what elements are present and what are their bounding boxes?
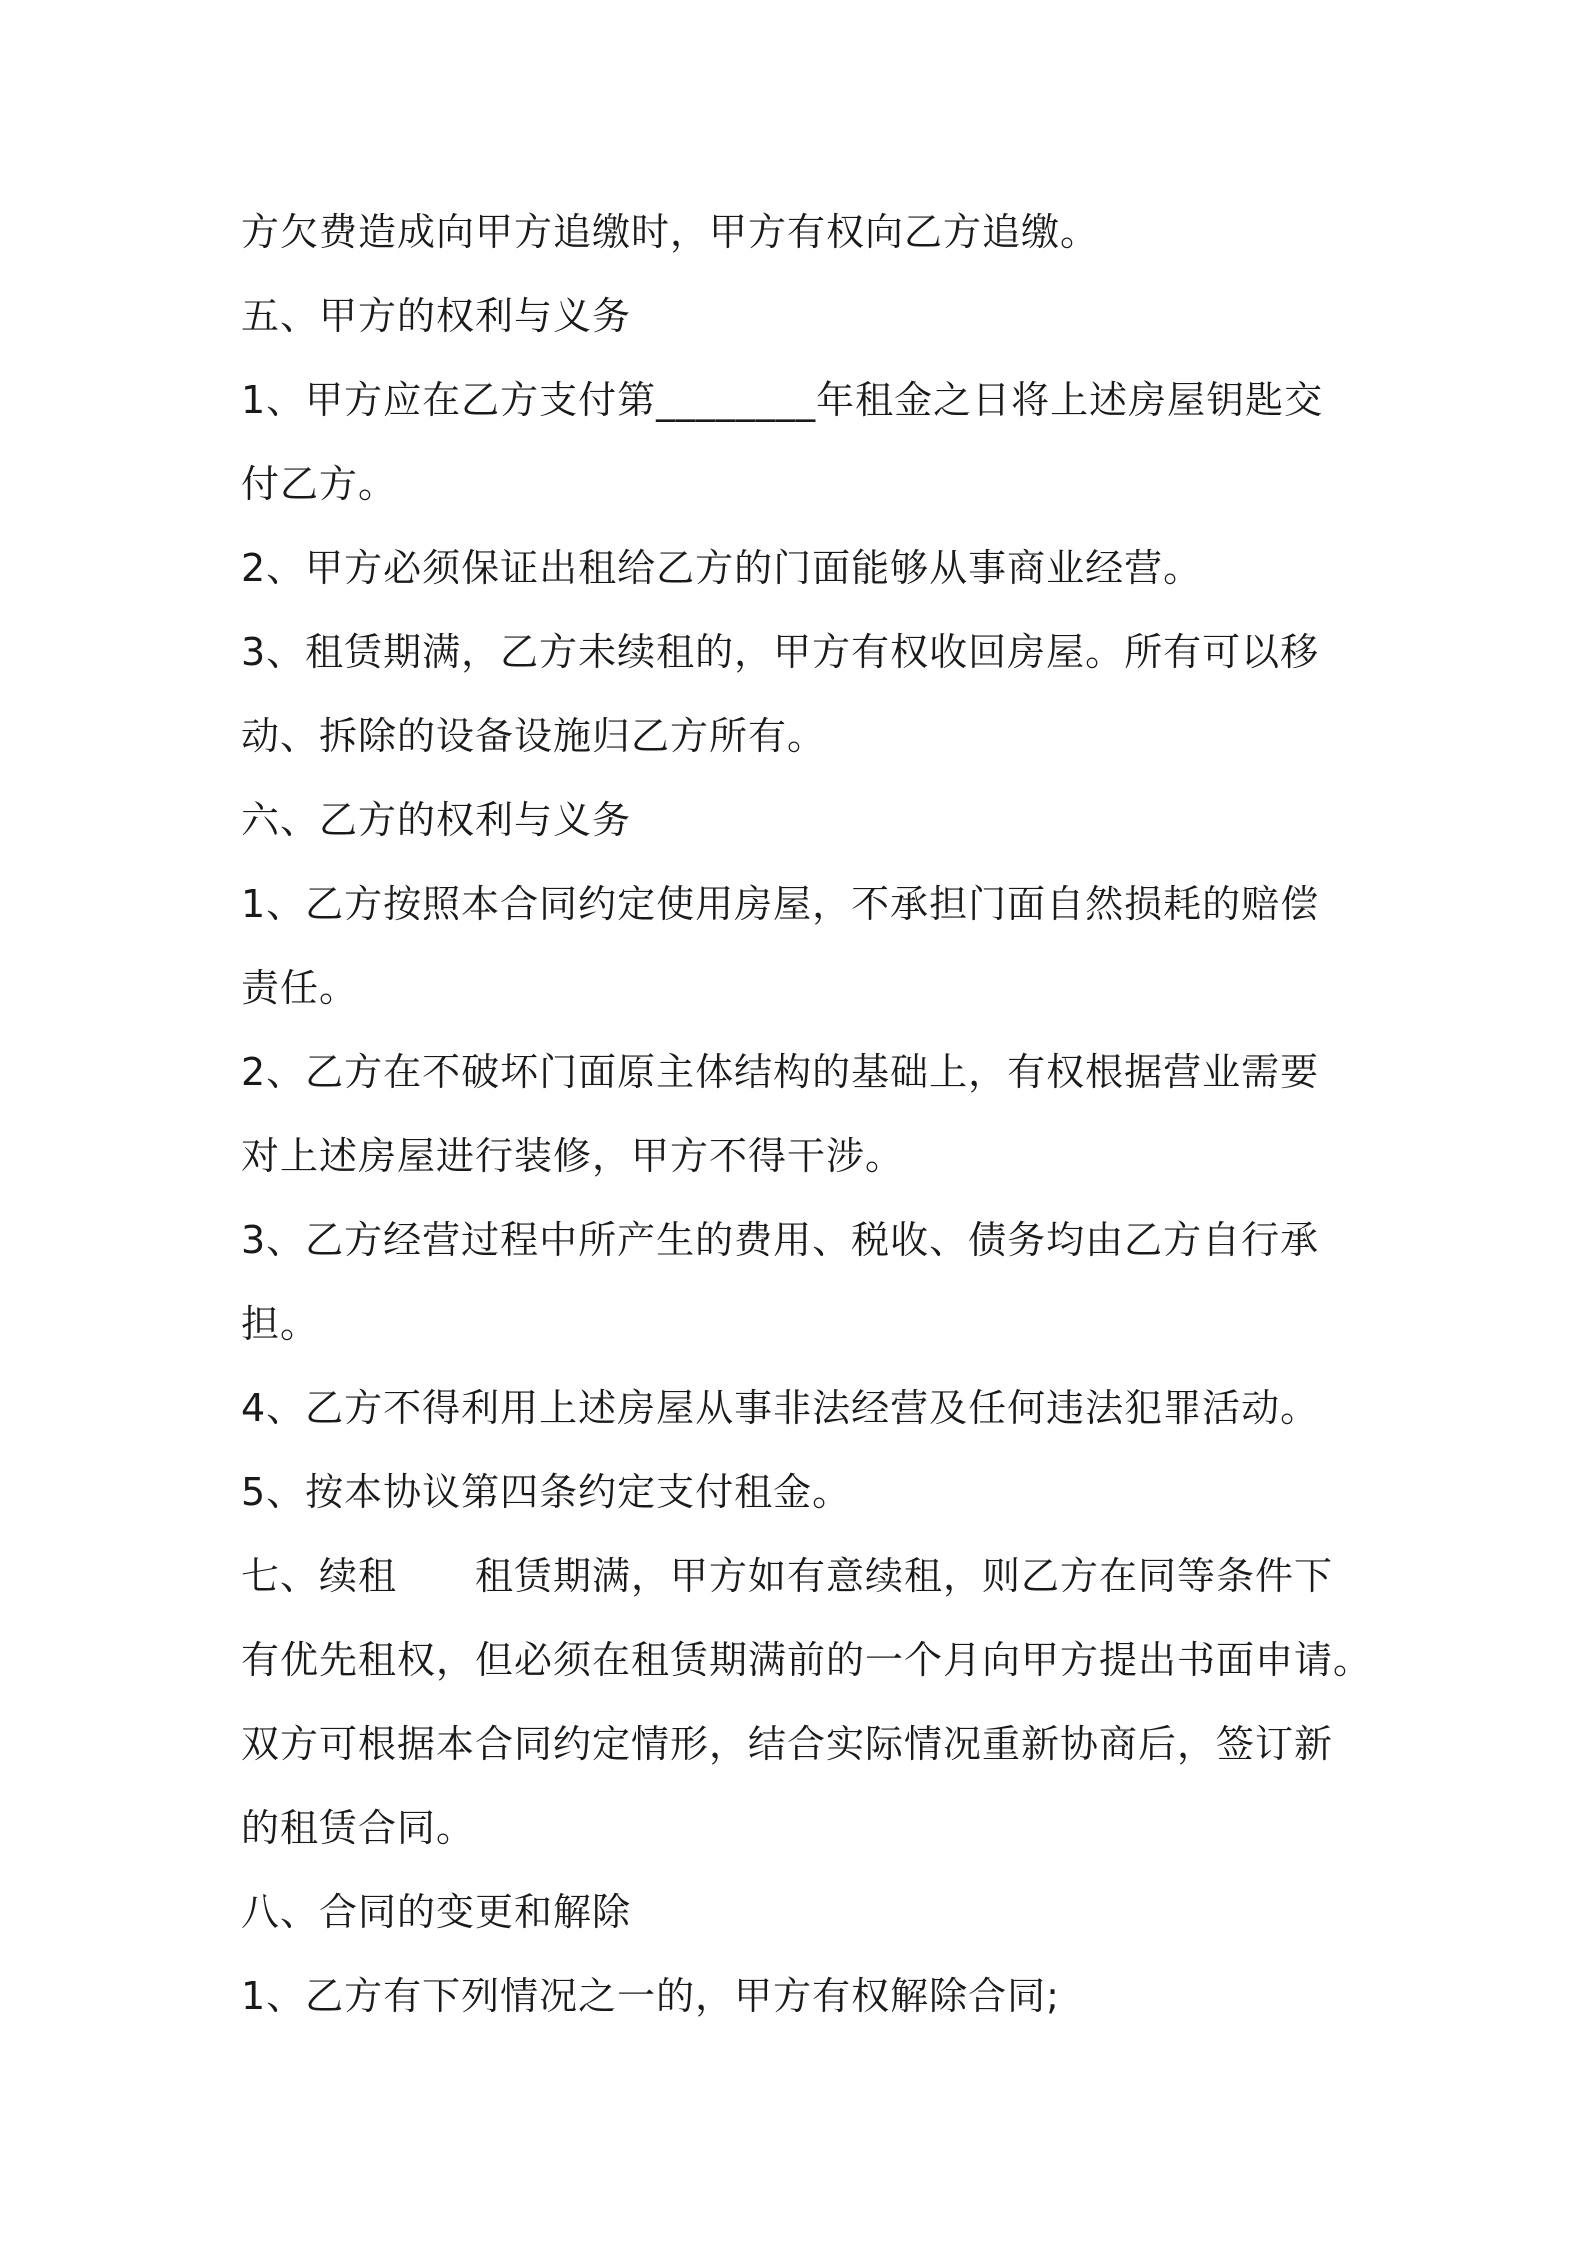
text-line: 的租赁合同。 [241, 1806, 476, 1850]
text-line: 1、甲方应在乙方支付第________年租金之日将上述房屋钥匙交 [241, 378, 1324, 422]
text-line: 3、租赁期满，乙方未续租的，甲方有权收回房屋。所有可以移 [241, 630, 1320, 674]
text-line: 5、按本协议第四条约定支付租金。 [241, 1470, 852, 1514]
text-line: 付乙方。 [241, 462, 398, 506]
text-line: 有优先租权，但必须在租赁期满前的一个月向甲方提出书面申请。 [241, 1638, 1373, 1682]
text-line: 对上述房屋进行装修，甲方不得干涉。 [241, 1134, 905, 1178]
text-line: 方欠费造成向甲方追缴时，甲方有权向乙方追缴。 [241, 210, 1100, 254]
text-line: 担。 [241, 1302, 320, 1346]
text-line: 4、乙方不得利用上述房屋从事非法经营及任何违法犯罪活动。 [241, 1386, 1320, 1430]
document-body [241, 190, 1371, 2038]
section-heading: 五、甲方的权利与义务 [241, 294, 632, 338]
section-heading: 六、乙方的权利与义务 [241, 798, 632, 842]
text-line: 动、拆除的设备设施归乙方所有。 [241, 714, 827, 758]
text-line: 3、乙方经营过程中所产生的费用、税收、债务均由乙方自行承 [241, 1218, 1320, 1262]
text-line: 2、乙方在不破坏门面原主体结构的基础上，有权根据营业需要 [241, 1050, 1320, 1094]
text-line: 1、乙方按照本合同约定使用房屋，不承担门面自然损耗的赔偿 [241, 882, 1320, 926]
section-heading: 七、续租 租赁期满，甲方如有意续租，则乙方在同等条件下 [241, 1554, 1334, 1598]
text-line: 2、甲方必须保证出租给乙方的门面能够从事商业经营。 [241, 546, 1203, 590]
text-line: 1、乙方有下列情况之一的，甲方有权解除合同; [241, 1974, 1060, 2018]
text-line: 双方可根据本合同约定情形，结合实际情况重新协商后，签订新 [241, 1722, 1334, 1766]
section-heading: 八、合同的变更和解除 [241, 1890, 632, 1934]
text-line: 责任。 [241, 966, 359, 1010]
